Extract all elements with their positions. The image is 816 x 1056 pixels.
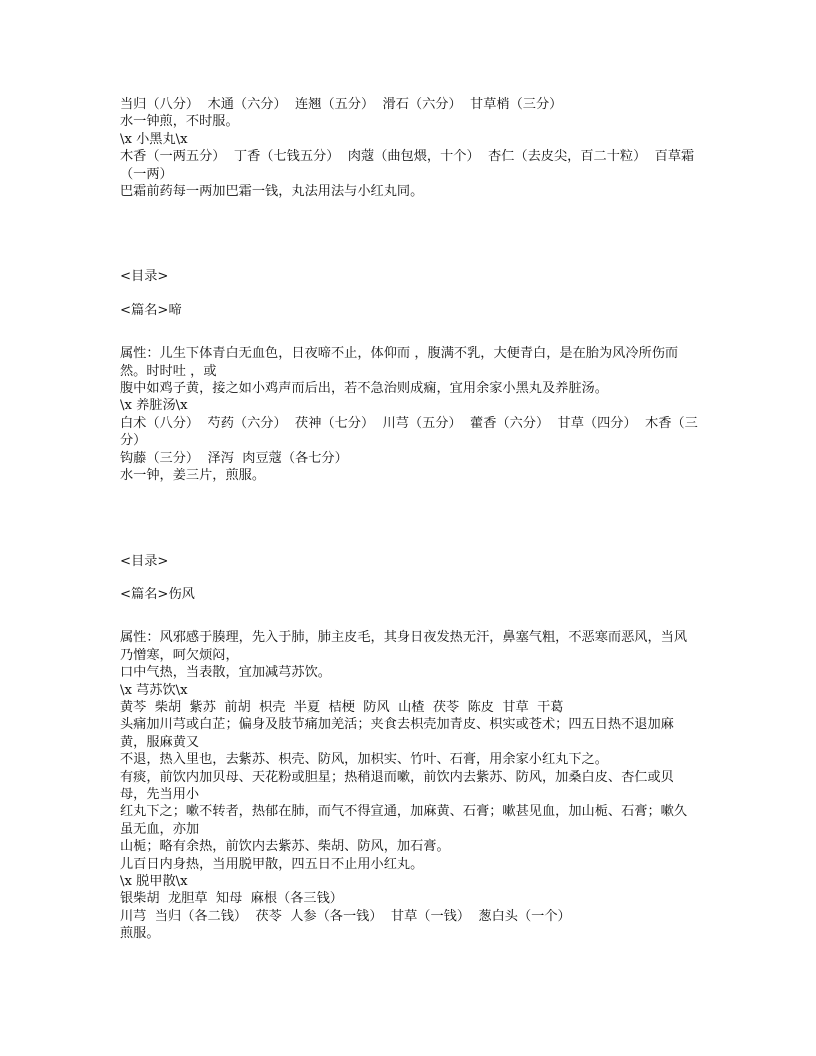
toc-marker: <目录>	[120, 269, 169, 285]
section-spacer	[120, 485, 700, 553]
attribute-text: 属性：儿生下体青白无血色，日夜啼不止，体仰而 ，腹满不乳，大便青白，是在胎为风冷所伤而然。时时吐 ，或	[120, 346, 679, 379]
ingredient-line: 白术（八分） 芍药（六分） 茯神（七分） 川芎（五分） 藿香（六分） 甘草（四分） 木香（三分）	[120, 415, 698, 449]
formula-heading: \x 小黑丸\x	[120, 131, 188, 147]
modification-note: 头痛加川芎或白芷；偏身及肢节痛加羌活；夹食去枳壳加青皮、枳实或苍术；四五日热不退加麻黄，服麻黄又	[120, 717, 674, 750]
modification-note: 儿百日内身热，当用脱甲散，四五日不止用小红丸。	[120, 856, 424, 872]
method-line: 水一钟，姜三片，煎服。	[120, 468, 266, 484]
section-shangfeng	[120, 553, 700, 943]
chapter-title: <篇名>伤风	[120, 586, 195, 602]
attribute-text: 口中气热，当表散，宜加减芎苏饮。	[120, 665, 331, 681]
ingredient-line: 木香（一两五分） 丁香（七钱五分） 肉蔻（曲包煨，十个） 杏仁（去皮尖，百二十粒） 百草霜（一两）	[120, 149, 695, 182]
attribute-text: 属性：风邪感于腠理，先入于肺，肺主皮毛，其身日夜发热无汗，鼻塞气粗，不恶寒而恶风，当风乃憎寒，呵欠烦闷，	[120, 630, 688, 663]
ingredient-line: 川芎 当归（各二钱） 茯苓 人参（各一钱） 甘草（一钱） 葱白头（一个）	[120, 908, 571, 924]
line-spacer	[120, 603, 700, 629]
modification-note: 有痰，前饮内加贝母、天花粉或胆星；热稍退而嗽，前饮内去紫苏、防风，加桑白皮、杏仁或贝母，先当用小	[120, 769, 674, 802]
method-line: 煎服。	[120, 926, 160, 942]
toc-marker: <目录>	[120, 553, 169, 569]
ingredient-line: 银柴胡 龙胆草 知母 麻根（各三钱）	[120, 891, 343, 907]
chapter-title: <篇名>啼	[120, 302, 182, 318]
formula-heading: \x 养脏汤\x	[120, 398, 188, 414]
formula-heading: \x 芎苏饮\x	[120, 682, 188, 698]
attribute-text: 腹中如鸡子黄，接之如小鸡声而后出，若不急治则成痫，宜用余家小黑丸及养脏汤。	[120, 381, 608, 397]
ingredient-line: 钩藤（三分） 泽泻 肉豆蔻（各七分）	[120, 450, 348, 466]
document-page	[120, 96, 700, 943]
formula-heading: \x 脱甲散\x	[120, 874, 188, 889]
modification-note: 不退，热入里也，去紫苏、枳壳、防风，加枳实、竹叶、石膏，用余家小红丸下之。	[120, 752, 608, 768]
method-line: 水一钟煎，不时服。	[120, 114, 239, 130]
modification-note: 红丸下之；嗽不转者，热郁在肺，而气不得宣通，加麻黄、石膏；嗽甚见血，加山栀、石膏；嗽久虽无血，亦加	[120, 804, 688, 837]
section-ti	[120, 268, 700, 484]
ingredient-line: 黄芩 柴胡 紫苏 前胡 枳壳 半夏 桔梗 防风 山楂 茯苓 陈皮 甘草 干葛	[120, 699, 564, 715]
method-line: 巴霜前药每一两加巴霜一钱，丸法用法与小红丸同。	[120, 184, 424, 200]
section-xiaoheiwan-continuation	[120, 96, 700, 200]
section-spacer	[120, 200, 700, 268]
ingredient-line: 当归（八分） 木通（六分） 连翘（五分） 滑石（六分） 甘草梢（三分）	[120, 97, 563, 112]
line-spacer	[120, 319, 700, 345]
line-spacer	[120, 286, 700, 302]
modification-note: 山栀；略有余热，前饮内去紫苏、柴胡、防风，加石膏。	[120, 839, 450, 855]
line-spacer	[120, 570, 700, 586]
